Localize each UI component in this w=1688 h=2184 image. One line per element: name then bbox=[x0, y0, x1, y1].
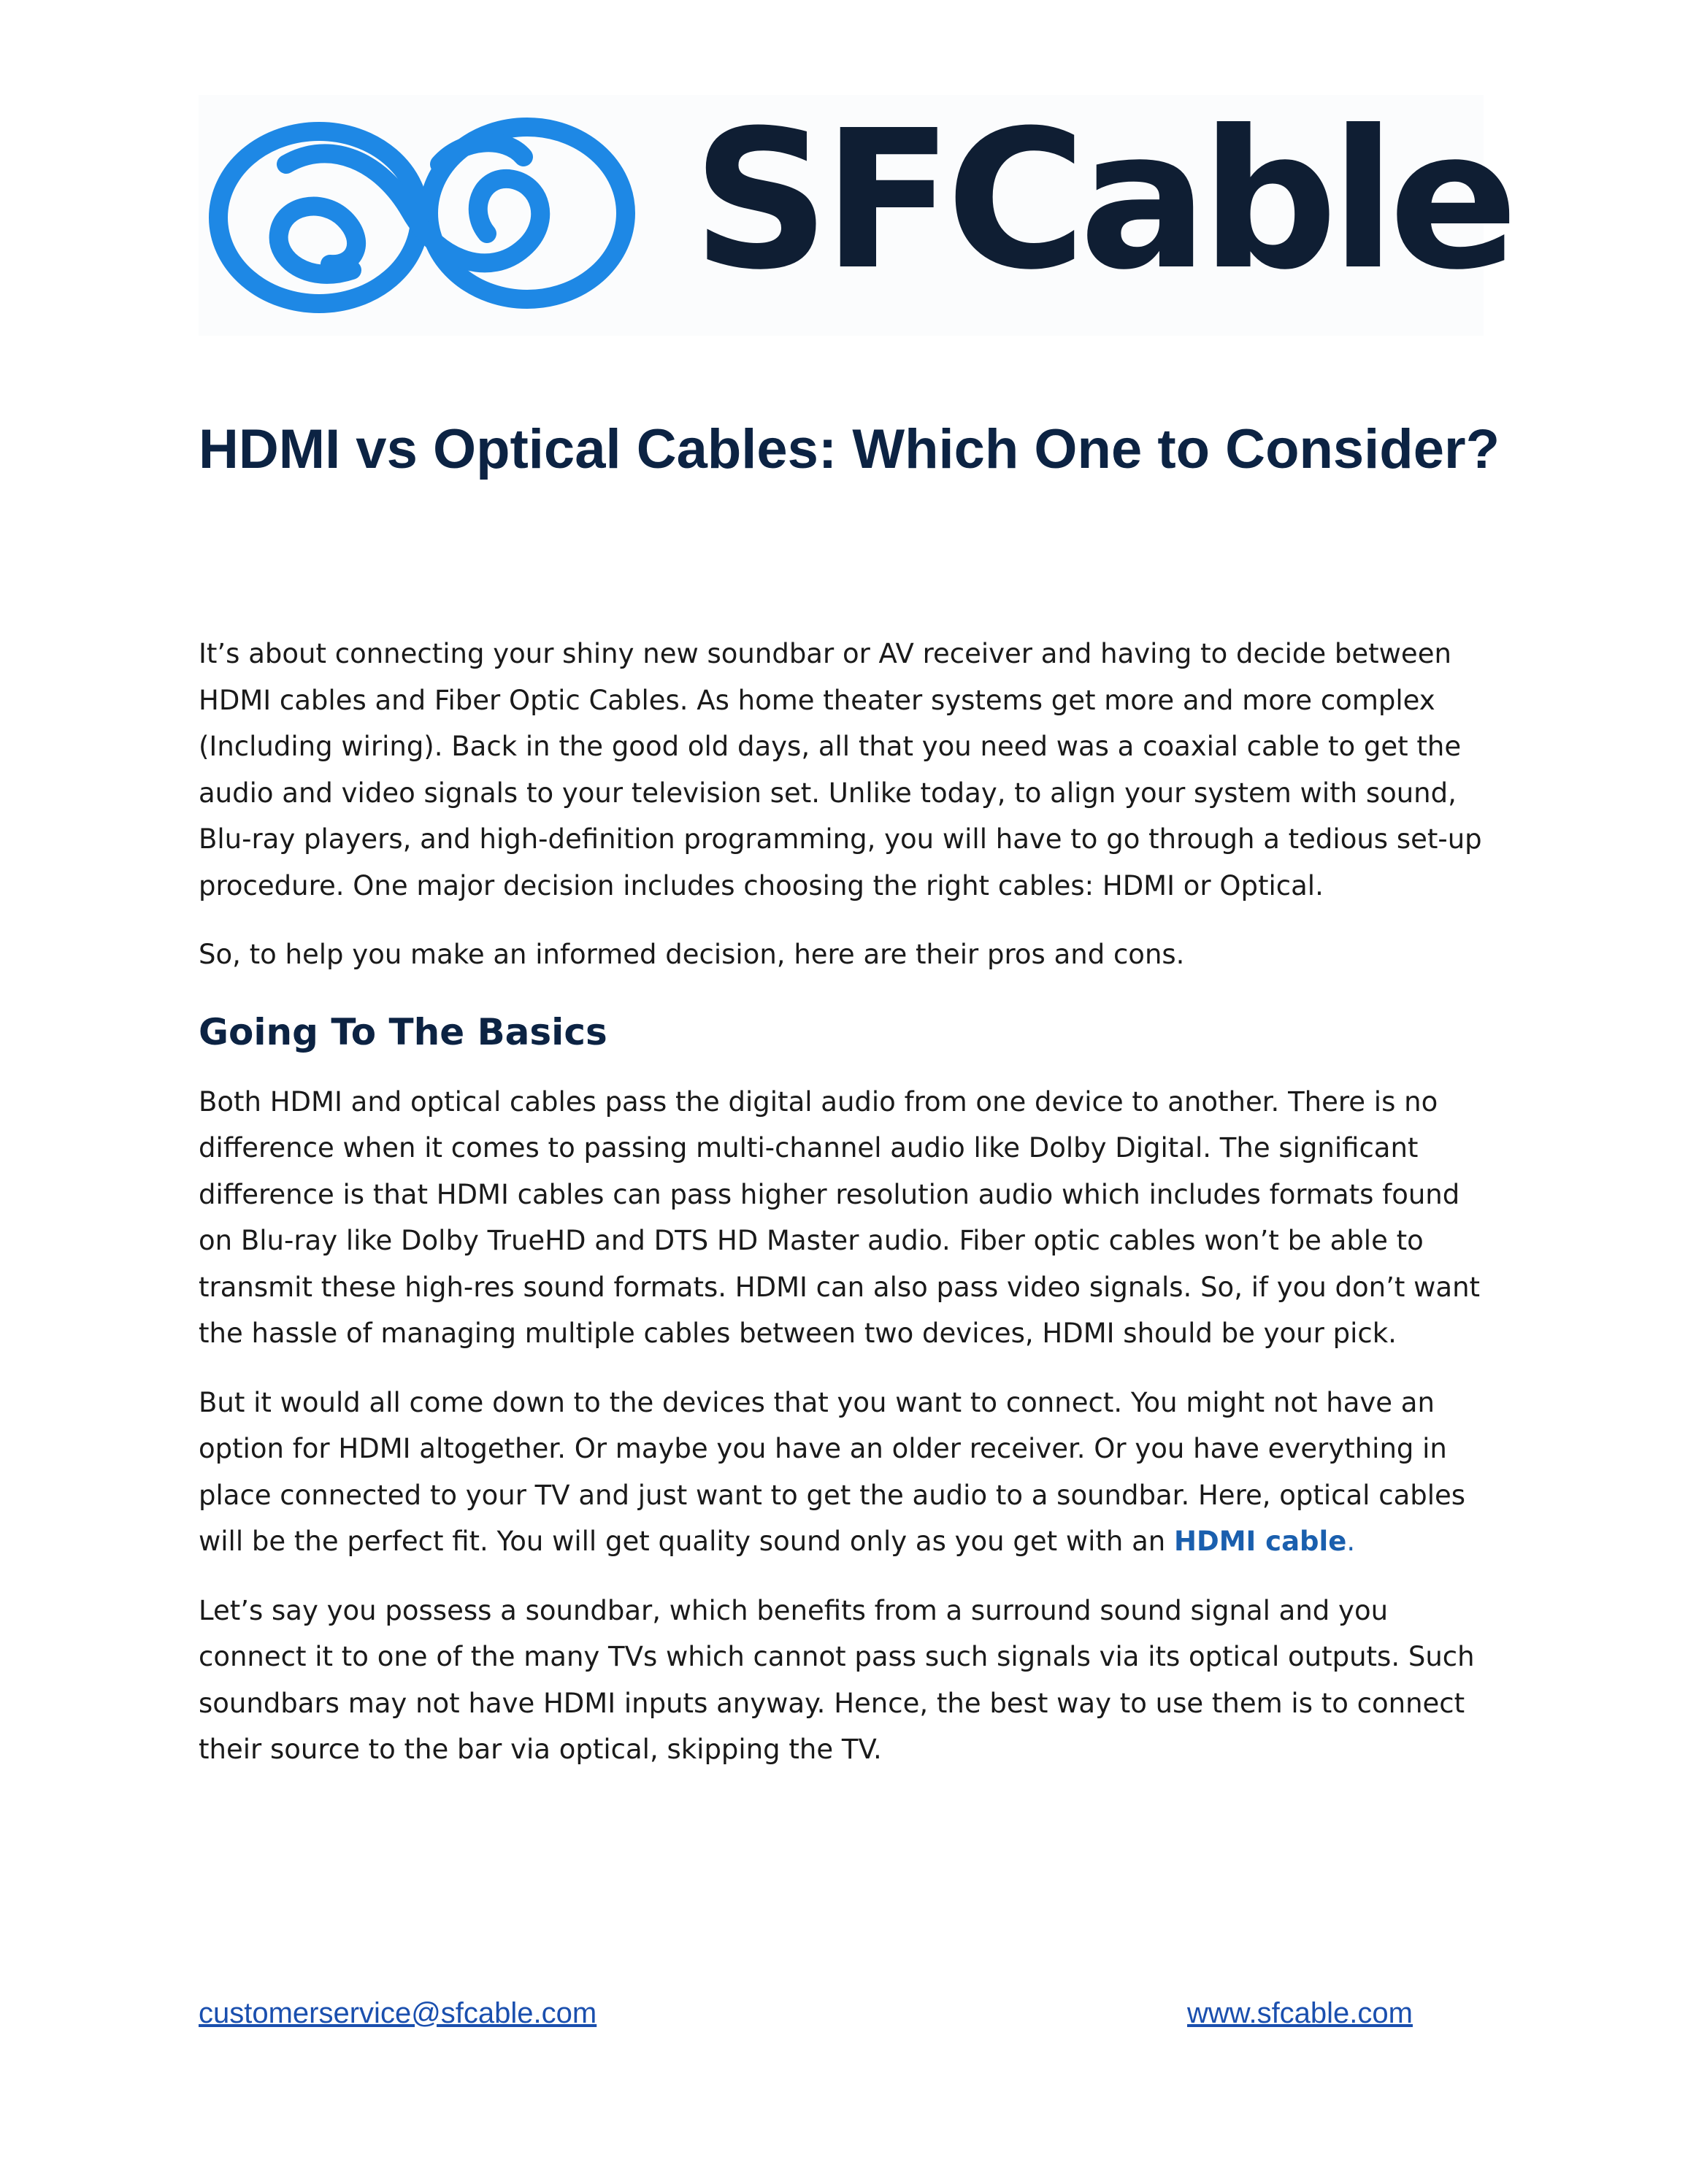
page-title: HDMI vs Optical Cables: Which One to Consider? bbox=[199, 418, 1500, 480]
footer-website-link[interactable]: www.sfcable.com bbox=[1187, 1997, 1413, 2029]
article-body bbox=[199, 631, 1495, 1796]
intro-paragraph-1: It’s about connecting your shiny new soundbar or AV receiver and having to decide between HDMI cables and Fiber Optic Cables. As home theater systems get more and more complex (Including wiring). Back in the good old days, all that you need was a coaxial cable to get the audio and video signals to your television set. Unlike today, to align your system with sound, Blu-ray players, and high-definition programming, you will have to go through a tedious set-up procedure. One major decision includes choosing the right cables: HDMI or Optical. bbox=[199, 638, 1482, 901]
section-paragraph-1: Both HDMI and optical cables pass the digital audio from one device to another. There is no difference when it comes to passing multi-channel audio like Dolby Digital. The significant difference is that HDMI cables can pass higher resolution audio which includes formats found on Blu-ray like Dolby TrueHD and DTS HD Master audio. Fiber optic cables won’t be able to transmit these high-res sound formats. HDMI can also pass video signals. So, if you don’t want the hassle of managing multiple cables between two devices, HDMI should be your pick. bbox=[199, 1085, 1481, 1349]
logo-wordmark: SFCable bbox=[692, 89, 1511, 312]
section-heading: Going To The Basics bbox=[199, 1010, 607, 1053]
intro-paragraph-2: So, to help you make an informed decision, here are their pros and cons. bbox=[199, 939, 1185, 970]
section-paragraph-2-text: But it would all come down to the devices that you want to connect. You might not have an option for HDMI altogether. Or maybe you have an older receiver. Or you have everything in place connected to your TV and just want to get the audio to a soundbar. Here, optical cables will be the perfect fit. You will get quality sound only as you get with an bbox=[199, 1386, 1466, 1557]
hdmi-cable-link[interactable]: HDMI cable bbox=[1174, 1526, 1347, 1557]
section-paragraph-3: Let’s say you possess a soundbar, which benefits from a surround sound signal and you connect it to one of the many TVs which cannot pass such signals via its optical outputs. Such soundbars may not have HDMI inputs anyway. Hence, the best way to use them is to connect their source to the bar via optical, skipping the TV. bbox=[199, 1594, 1475, 1765]
section-paragraph-2 bbox=[199, 1380, 1495, 1565]
section-paragraph-2-end: . bbox=[1346, 1526, 1356, 1557]
footer-email-link[interactable]: customerservice@sfcable.com bbox=[199, 1997, 597, 2029]
sfcable-logo bbox=[199, 89, 1511, 336]
